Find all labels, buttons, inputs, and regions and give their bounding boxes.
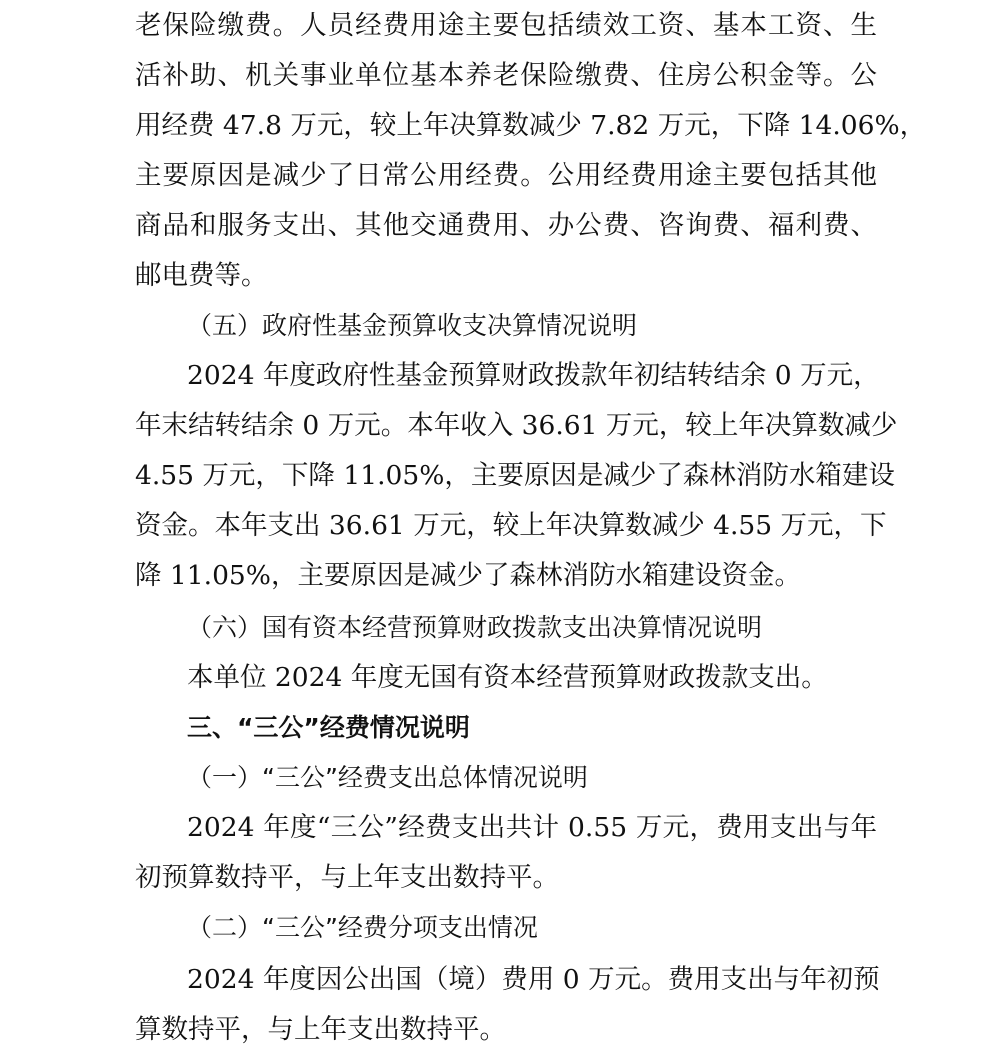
paragraph-line: 4.55 万元，下降 11.05%，主要原因是减少了森林消防水箱建设 [135, 460, 895, 491]
paragraph-line: 用经费 47.8 万元，较上年决算数减少 7.82 万元，下降 14.06%， [135, 110, 927, 141]
paragraph-line: 资金。本年支出 36.61 万元，较上年决算数减少 4.55 万元，下 [135, 510, 887, 541]
paragraph-line: 2024 年度因公出国（境）费用 0 万元。费用支出与年初预 [187, 964, 880, 995]
paragraph-line: 本单位 2024 年度无国有资本经营预算财政拨款支出。 [187, 662, 828, 693]
chapter-heading: 三、“三公”经费情况说明 [187, 713, 470, 742]
paragraph-line: 初预算数持平，与上年支出数持平。 [135, 862, 559, 893]
paragraph-line: 年末结转结余 0 万元。本年收入 36.61 万元，较上年决算数减少 [135, 410, 898, 441]
paragraph-line: 2024 年度“三公”经费支出共计 0.55 万元，费用支出与年 [187, 812, 877, 843]
section-heading: （五）政府性基金预算收支决算情况说明 [187, 311, 638, 340]
paragraph-line: 老保险缴费。人员经费用途主要包括绩效工资、基本工资、生 [135, 10, 877, 41]
paragraph-line: 降 11.05%，主要原因是减少了森林消防水箱建设资金。 [135, 560, 801, 591]
section-heading: （一）“三公”经费支出总体情况说明 [187, 763, 588, 792]
paragraph-line: 商品和服务支出、其他交通费用、办公费、咨询费、福利费、 [135, 210, 877, 241]
section-heading: （六）国有资本经营预算财政拨款支出决算情况说明 [187, 613, 763, 642]
paragraph-line: 活补助、机关事业单位基本养老保险缴费、住房公积金等。公 [135, 60, 877, 91]
paragraph-line: 邮电费等。 [135, 260, 268, 291]
paragraph-line: 算数持平，与上年支出数持平。 [135, 1014, 506, 1045]
section-heading: （二）“三公”经费分项支出情况 [187, 913, 538, 942]
paragraph-line: 2024 年度政府性基金预算财政拨款年初结转结余 0 万元， [187, 360, 880, 391]
paragraph-line: 主要原因是减少了日常公用经费。公用经费用途主要包括其他 [135, 160, 877, 191]
